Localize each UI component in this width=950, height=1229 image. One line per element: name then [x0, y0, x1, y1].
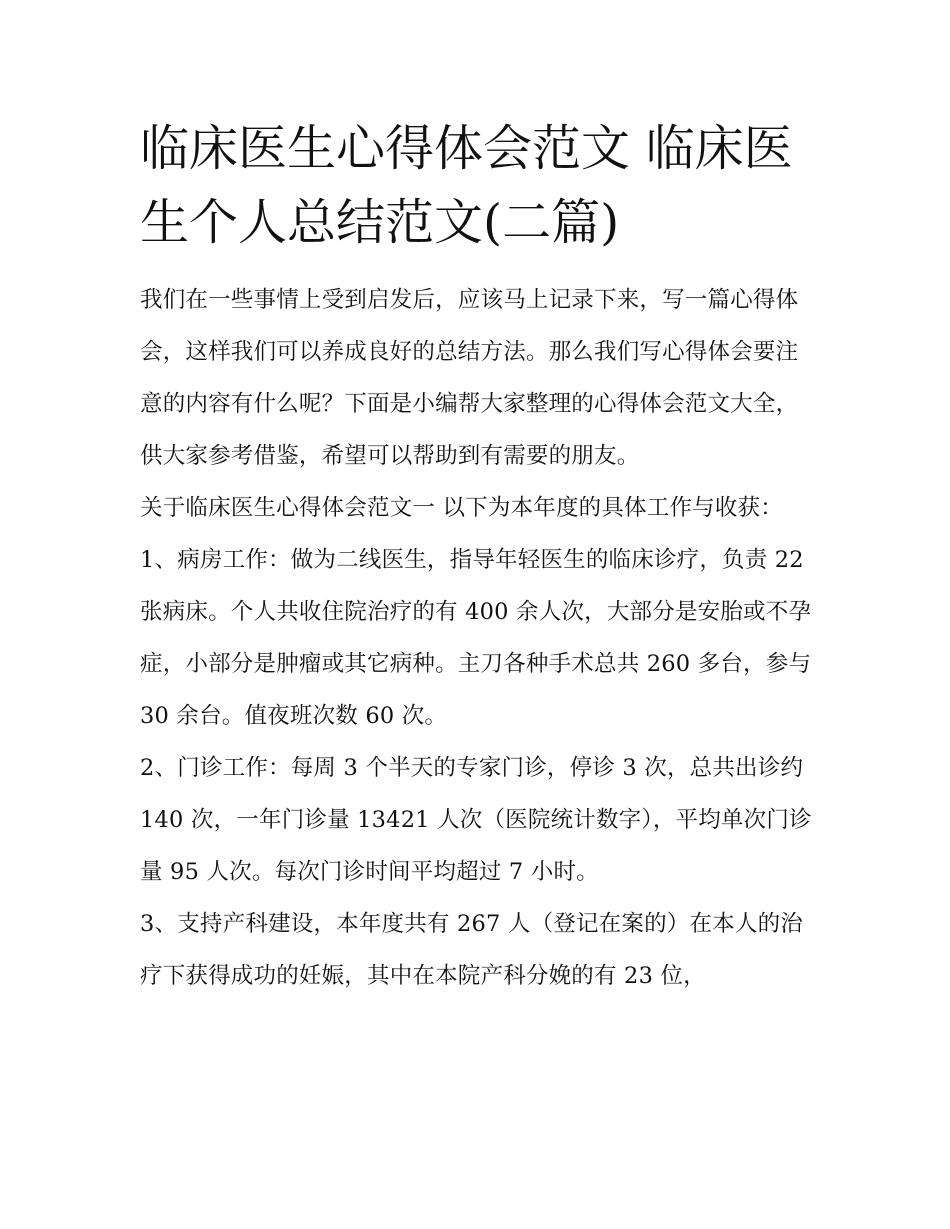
obstetrics-support-paragraph: 3、支持产科建设，本年度共有 267 人（登记在案的）在本人的治疗下获得成功的妊娠，其中在本院产科分娩的有 23 位， [140, 911, 803, 989]
section-heading-paragraph: 关于临床医生心得体会范文一 以下为本年度的具体工作与收获： [140, 495, 783, 521]
ward-work-paragraph: 1、病房工作：做为二线医生，指导年轻医生的临床诊疗，负责 22 张病床。个人共收住院治疗的有 400 余人次，大部分是安胎或不孕症，小部分是肿瘤或其它病种。主刀各种手术总共 260 多台，参与 30 余台。值夜班次数 60 次。 [140, 547, 812, 729]
intro-paragraph: 我们在一些事情上受到启发后，应该马上记录下来，写一篇心得体会，这样我们可以养成良好的总结方法。那么我们写心得体会要注意的内容有什么呢？下面是小编帮大家整理的心得体会范文大全，供大家参考借鉴，希望可以帮助到有需要的朋友。 [140, 287, 799, 469]
document-title: 临床医生心得体会范文 临床医生个人总结范文(二篇) [140, 120, 793, 251]
clinic-work-paragraph: 2、门诊工作：每周 3 个半天的专家门诊，停诊 3 次，总共出诊约 140 次，一年门诊量 13421 人次（医院统计数字），平均单次门诊量 95 人次。每次门诊时间平均超过 7 小时。 [140, 755, 812, 885]
document-page [140, 112, 820, 1002]
